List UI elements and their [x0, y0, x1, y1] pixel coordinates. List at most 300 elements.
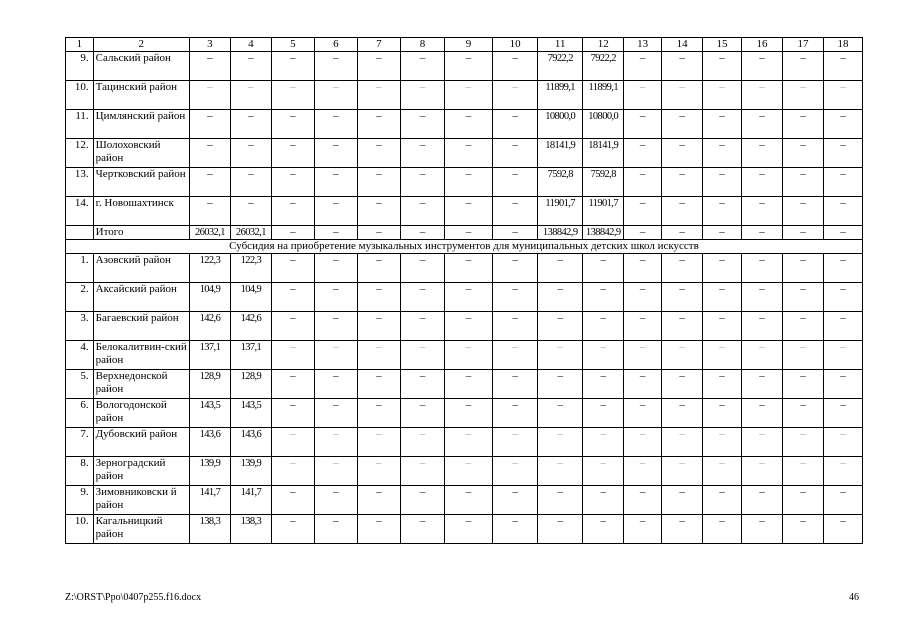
- value-cell: –: [314, 52, 357, 81]
- value-cell: –: [662, 139, 703, 168]
- value-cell: –: [189, 197, 230, 226]
- value-cell: 141,7: [230, 486, 271, 515]
- header-cell: 12: [583, 38, 624, 52]
- value-cell: –: [271, 110, 314, 139]
- value-cell: –: [271, 457, 314, 486]
- table-row: [66, 52, 863, 81]
- value-cell: –: [662, 515, 703, 544]
- value-cell: –: [357, 399, 400, 428]
- value-cell: –: [823, 197, 862, 226]
- value-cell: –: [314, 197, 357, 226]
- header-row: [66, 38, 863, 52]
- value-cell: –: [271, 139, 314, 168]
- district-name-cell: Багаевский район: [93, 312, 189, 341]
- value-cell: –: [271, 283, 314, 312]
- district-name-cell: г. Новошахтинск: [93, 197, 189, 226]
- value-cell: –: [703, 457, 742, 486]
- value-cell: 138,3: [189, 515, 230, 544]
- value-cell: –: [493, 226, 538, 240]
- value-cell: –: [823, 254, 862, 283]
- value-cell: –: [314, 254, 357, 283]
- value-cell: –: [741, 515, 782, 544]
- value-cell: –: [624, 457, 662, 486]
- value-cell: –: [624, 197, 662, 226]
- table-row: [66, 226, 863, 240]
- value-cell: 143,6: [230, 428, 271, 457]
- value-cell: –: [400, 312, 444, 341]
- header-cell: 8: [400, 38, 444, 52]
- value-cell: 7592,8: [583, 168, 624, 197]
- table-row: [66, 341, 863, 370]
- header-cell: 6: [314, 38, 357, 52]
- value-cell: –: [823, 283, 862, 312]
- value-cell: –: [823, 399, 862, 428]
- row-number-cell: 4.: [66, 341, 94, 370]
- value-cell: –: [314, 486, 357, 515]
- value-cell: –: [741, 399, 782, 428]
- value-cell: –: [314, 283, 357, 312]
- value-cell: –: [400, 341, 444, 370]
- value-cell: –: [357, 312, 400, 341]
- value-cell: –: [703, 312, 742, 341]
- value-cell: –: [444, 457, 492, 486]
- value-cell: –: [400, 283, 444, 312]
- value-cell: 139,9: [230, 457, 271, 486]
- row-number-cell: 10.: [66, 81, 94, 110]
- footer-page-number: 46: [849, 592, 859, 603]
- value-cell: –: [823, 139, 862, 168]
- value-cell: –: [703, 110, 742, 139]
- district-name-cell: Тацинский район: [93, 81, 189, 110]
- row-number-cell: 13.: [66, 168, 94, 197]
- value-cell: –: [493, 110, 538, 139]
- value-cell: –: [823, 168, 862, 197]
- value-cell: –: [741, 312, 782, 341]
- value-cell: –: [357, 486, 400, 515]
- table-row: [66, 370, 863, 399]
- value-cell: 143,5: [189, 399, 230, 428]
- value-cell: –: [741, 226, 782, 240]
- value-cell: –: [703, 197, 742, 226]
- value-cell: –: [444, 370, 492, 399]
- value-cell: 128,9: [230, 370, 271, 399]
- value-cell: –: [823, 312, 862, 341]
- value-cell: –: [662, 457, 703, 486]
- value-cell: –: [493, 283, 538, 312]
- header-cell: 4: [230, 38, 271, 52]
- value-cell: 142,6: [230, 312, 271, 341]
- value-cell: –: [624, 428, 662, 457]
- value-cell: –: [400, 515, 444, 544]
- value-cell: –: [357, 341, 400, 370]
- value-cell: –: [703, 341, 742, 370]
- table-row: [66, 197, 863, 226]
- value-cell: –: [444, 515, 492, 544]
- value-cell: –: [400, 52, 444, 81]
- value-cell: –: [782, 52, 823, 81]
- value-cell: –: [703, 226, 742, 240]
- value-cell: –: [782, 110, 823, 139]
- section-title-row: [66, 240, 863, 254]
- table-row: [66, 254, 863, 283]
- value-cell: –: [624, 341, 662, 370]
- value-cell: –: [230, 52, 271, 81]
- value-cell: –: [662, 312, 703, 341]
- value-cell: –: [703, 81, 742, 110]
- value-cell: –: [662, 197, 703, 226]
- value-cell: –: [493, 81, 538, 110]
- value-cell: –: [357, 110, 400, 139]
- value-cell: –: [444, 197, 492, 226]
- row-number-cell: 5.: [66, 370, 94, 399]
- district-name-cell: Вологодонской район: [93, 399, 189, 428]
- value-cell: –: [823, 515, 862, 544]
- value-cell: –: [493, 139, 538, 168]
- value-cell: –: [357, 428, 400, 457]
- value-cell: –: [624, 283, 662, 312]
- value-cell: –: [782, 515, 823, 544]
- value-cell: 142,6: [189, 312, 230, 341]
- district-name-cell: Кагальницкий район: [93, 515, 189, 544]
- value-cell: –: [624, 515, 662, 544]
- table-row: [66, 168, 863, 197]
- value-cell: –: [314, 370, 357, 399]
- value-cell: –: [624, 399, 662, 428]
- value-cell: –: [583, 341, 624, 370]
- table-row: [66, 312, 863, 341]
- value-cell: –: [782, 139, 823, 168]
- value-cell: –: [314, 312, 357, 341]
- value-cell: –: [741, 341, 782, 370]
- value-cell: –: [314, 457, 357, 486]
- value-cell: –: [782, 81, 823, 110]
- value-cell: –: [314, 110, 357, 139]
- header-cell: 1: [66, 38, 94, 52]
- value-cell: –: [741, 168, 782, 197]
- value-cell: –: [624, 52, 662, 81]
- header-cell: 3: [189, 38, 230, 52]
- table-row: [66, 139, 863, 168]
- value-cell: –: [444, 52, 492, 81]
- district-name-cell: Сальский район: [93, 52, 189, 81]
- value-cell: 7922,2: [538, 52, 583, 81]
- value-cell: –: [400, 254, 444, 283]
- footer-file-path: Z:\ORST\Ppo\0407p255.f16.docx: [65, 592, 202, 603]
- value-cell: –: [538, 515, 583, 544]
- value-cell: –: [703, 486, 742, 515]
- value-cell: –: [583, 399, 624, 428]
- value-cell: –: [538, 428, 583, 457]
- district-name-cell: Зерноградский район: [93, 457, 189, 486]
- value-cell: –: [271, 515, 314, 544]
- value-cell: –: [741, 254, 782, 283]
- table-row: [66, 515, 863, 544]
- value-cell: –: [357, 370, 400, 399]
- value-cell: –: [782, 312, 823, 341]
- value-cell: –: [314, 81, 357, 110]
- value-cell: –: [271, 52, 314, 81]
- table-row: [66, 428, 863, 457]
- value-cell: –: [703, 515, 742, 544]
- value-cell: –: [493, 197, 538, 226]
- value-cell: –: [782, 457, 823, 486]
- row-number-cell: 10.: [66, 515, 94, 544]
- value-cell: –: [400, 139, 444, 168]
- row-number-cell: 12.: [66, 139, 94, 168]
- value-cell: –: [703, 254, 742, 283]
- value-cell: –: [189, 110, 230, 139]
- value-cell: 10800,0: [583, 110, 624, 139]
- value-cell: 7592,8: [538, 168, 583, 197]
- value-cell: –: [400, 197, 444, 226]
- value-cell: 122,3: [230, 254, 271, 283]
- value-cell: 11899,1: [583, 81, 624, 110]
- value-cell: –: [538, 283, 583, 312]
- value-cell: –: [741, 81, 782, 110]
- value-cell: 26032,1: [189, 226, 230, 240]
- value-cell: –: [314, 341, 357, 370]
- value-cell: –: [357, 226, 400, 240]
- value-cell: –: [741, 52, 782, 81]
- value-cell: –: [400, 226, 444, 240]
- value-cell: –: [662, 254, 703, 283]
- value-cell: –: [583, 254, 624, 283]
- table-row: [66, 457, 863, 486]
- district-name-cell: Азовский район: [93, 254, 189, 283]
- value-cell: –: [583, 283, 624, 312]
- value-cell: –: [493, 457, 538, 486]
- value-cell: –: [493, 52, 538, 81]
- value-cell: –: [662, 81, 703, 110]
- value-cell: –: [741, 197, 782, 226]
- value-cell: –: [583, 457, 624, 486]
- district-name-cell: Зимовниковски й район: [93, 486, 189, 515]
- value-cell: –: [823, 226, 862, 240]
- value-cell: –: [782, 399, 823, 428]
- value-cell: –: [271, 399, 314, 428]
- section-title: Субсидия на приобретение музыкальных инструментов для муниципальных детских школ искусств: [66, 240, 863, 254]
- district-name-cell: Верхнедонской район: [93, 370, 189, 399]
- value-cell: –: [823, 486, 862, 515]
- value-cell: 26032,1: [230, 226, 271, 240]
- value-cell: –: [703, 370, 742, 399]
- value-cell: –: [703, 283, 742, 312]
- value-cell: –: [538, 312, 583, 341]
- value-cell: –: [230, 197, 271, 226]
- value-cell: –: [444, 486, 492, 515]
- value-cell: –: [189, 139, 230, 168]
- district-name-cell: Дубовский район: [93, 428, 189, 457]
- value-cell: –: [357, 283, 400, 312]
- value-cell: –: [493, 370, 538, 399]
- table-row: [66, 81, 863, 110]
- value-cell: –: [493, 486, 538, 515]
- value-cell: –: [271, 312, 314, 341]
- table-row: [66, 486, 863, 515]
- value-cell: –: [314, 168, 357, 197]
- row-number-cell: 9.: [66, 486, 94, 515]
- value-cell: –: [493, 515, 538, 544]
- row-number-cell: 7.: [66, 428, 94, 457]
- value-cell: –: [662, 341, 703, 370]
- value-cell: –: [230, 81, 271, 110]
- value-cell: –: [357, 81, 400, 110]
- row-number-cell: [66, 226, 94, 240]
- value-cell: –: [662, 52, 703, 81]
- value-cell: 143,5: [230, 399, 271, 428]
- value-cell: 7922,2: [583, 52, 624, 81]
- value-cell: –: [538, 341, 583, 370]
- value-cell: –: [538, 254, 583, 283]
- value-cell: –: [583, 428, 624, 457]
- value-cell: –: [662, 486, 703, 515]
- value-cell: –: [444, 254, 492, 283]
- value-cell: –: [357, 457, 400, 486]
- header-cell: 11: [538, 38, 583, 52]
- value-cell: 141,7: [189, 486, 230, 515]
- value-cell: –: [493, 312, 538, 341]
- value-cell: –: [538, 486, 583, 515]
- district-name-cell: Белокалитвин-ский район: [93, 341, 189, 370]
- value-cell: –: [703, 139, 742, 168]
- value-cell: 137,1: [189, 341, 230, 370]
- value-cell: –: [782, 370, 823, 399]
- value-cell: –: [662, 110, 703, 139]
- header-cell: 13: [624, 38, 662, 52]
- value-cell: –: [741, 486, 782, 515]
- header-cell: 7: [357, 38, 400, 52]
- district-name-cell: Итого: [93, 226, 189, 240]
- value-cell: –: [189, 81, 230, 110]
- value-cell: 143,6: [189, 428, 230, 457]
- value-cell: –: [444, 139, 492, 168]
- value-cell: –: [444, 168, 492, 197]
- value-cell: –: [314, 515, 357, 544]
- value-cell: –: [357, 139, 400, 168]
- value-cell: –: [493, 428, 538, 457]
- value-cell: 18141,9: [583, 139, 624, 168]
- value-cell: –: [271, 428, 314, 457]
- value-cell: 11899,1: [538, 81, 583, 110]
- row-number-cell: 9.: [66, 52, 94, 81]
- value-cell: –: [823, 110, 862, 139]
- value-cell: 138842,9: [583, 226, 624, 240]
- value-cell: –: [662, 428, 703, 457]
- value-cell: –: [703, 428, 742, 457]
- value-cell: –: [357, 52, 400, 81]
- header-cell: 5: [271, 38, 314, 52]
- row-number-cell: 14.: [66, 197, 94, 226]
- value-cell: –: [823, 370, 862, 399]
- value-cell: –: [271, 197, 314, 226]
- value-cell: –: [624, 486, 662, 515]
- value-cell: –: [400, 428, 444, 457]
- value-cell: –: [624, 226, 662, 240]
- value-cell: –: [782, 341, 823, 370]
- value-cell: –: [400, 370, 444, 399]
- header-cell: 9: [444, 38, 492, 52]
- value-cell: –: [782, 254, 823, 283]
- value-cell: –: [703, 168, 742, 197]
- value-cell: –: [400, 110, 444, 139]
- value-cell: –: [357, 515, 400, 544]
- value-cell: –: [400, 81, 444, 110]
- header-cell: 10: [493, 38, 538, 52]
- value-cell: –: [662, 399, 703, 428]
- header-cell: 16: [741, 38, 782, 52]
- value-cell: –: [444, 283, 492, 312]
- value-cell: –: [314, 226, 357, 240]
- district-name-cell: Шолоховский район: [93, 139, 189, 168]
- value-cell: –: [624, 312, 662, 341]
- value-cell: –: [583, 486, 624, 515]
- value-cell: –: [624, 370, 662, 399]
- value-cell: –: [271, 81, 314, 110]
- value-cell: –: [271, 370, 314, 399]
- row-number-cell: 11.: [66, 110, 94, 139]
- value-cell: –: [741, 283, 782, 312]
- value-cell: 128,9: [189, 370, 230, 399]
- value-cell: –: [823, 428, 862, 457]
- value-cell: –: [662, 226, 703, 240]
- row-number-cell: 2.: [66, 283, 94, 312]
- value-cell: –: [782, 226, 823, 240]
- value-cell: 139,9: [189, 457, 230, 486]
- value-cell: –: [823, 52, 862, 81]
- header-cell: 14: [662, 38, 703, 52]
- value-cell: –: [624, 139, 662, 168]
- value-cell: –: [400, 457, 444, 486]
- value-cell: –: [271, 486, 314, 515]
- value-cell: –: [314, 428, 357, 457]
- value-cell: 138842,9: [538, 226, 583, 240]
- district-name-cell: Цимлянский район: [93, 110, 189, 139]
- table-row: [66, 399, 863, 428]
- value-cell: –: [741, 139, 782, 168]
- value-cell: –: [230, 168, 271, 197]
- value-cell: –: [493, 399, 538, 428]
- value-cell: –: [624, 168, 662, 197]
- value-cell: –: [741, 457, 782, 486]
- value-cell: –: [538, 457, 583, 486]
- value-cell: –: [444, 341, 492, 370]
- value-cell: –: [583, 515, 624, 544]
- value-cell: –: [741, 110, 782, 139]
- district-name-cell: Чертковский район: [93, 168, 189, 197]
- value-cell: –: [230, 139, 271, 168]
- value-cell: –: [444, 428, 492, 457]
- value-cell: –: [444, 399, 492, 428]
- value-cell: –: [271, 168, 314, 197]
- value-cell: –: [444, 110, 492, 139]
- district-name-cell: Аксайский район: [93, 283, 189, 312]
- value-cell: –: [624, 110, 662, 139]
- value-cell: –: [400, 399, 444, 428]
- value-cell: 11901,7: [583, 197, 624, 226]
- value-cell: –: [662, 283, 703, 312]
- row-number-cell: 6.: [66, 399, 94, 428]
- value-cell: –: [703, 52, 742, 81]
- value-cell: –: [782, 486, 823, 515]
- value-cell: –: [400, 168, 444, 197]
- value-cell: –: [189, 52, 230, 81]
- value-cell: –: [662, 168, 703, 197]
- row-number-cell: 8.: [66, 457, 94, 486]
- value-cell: 122,3: [189, 254, 230, 283]
- value-cell: –: [823, 341, 862, 370]
- value-cell: –: [823, 457, 862, 486]
- value-cell: –: [444, 81, 492, 110]
